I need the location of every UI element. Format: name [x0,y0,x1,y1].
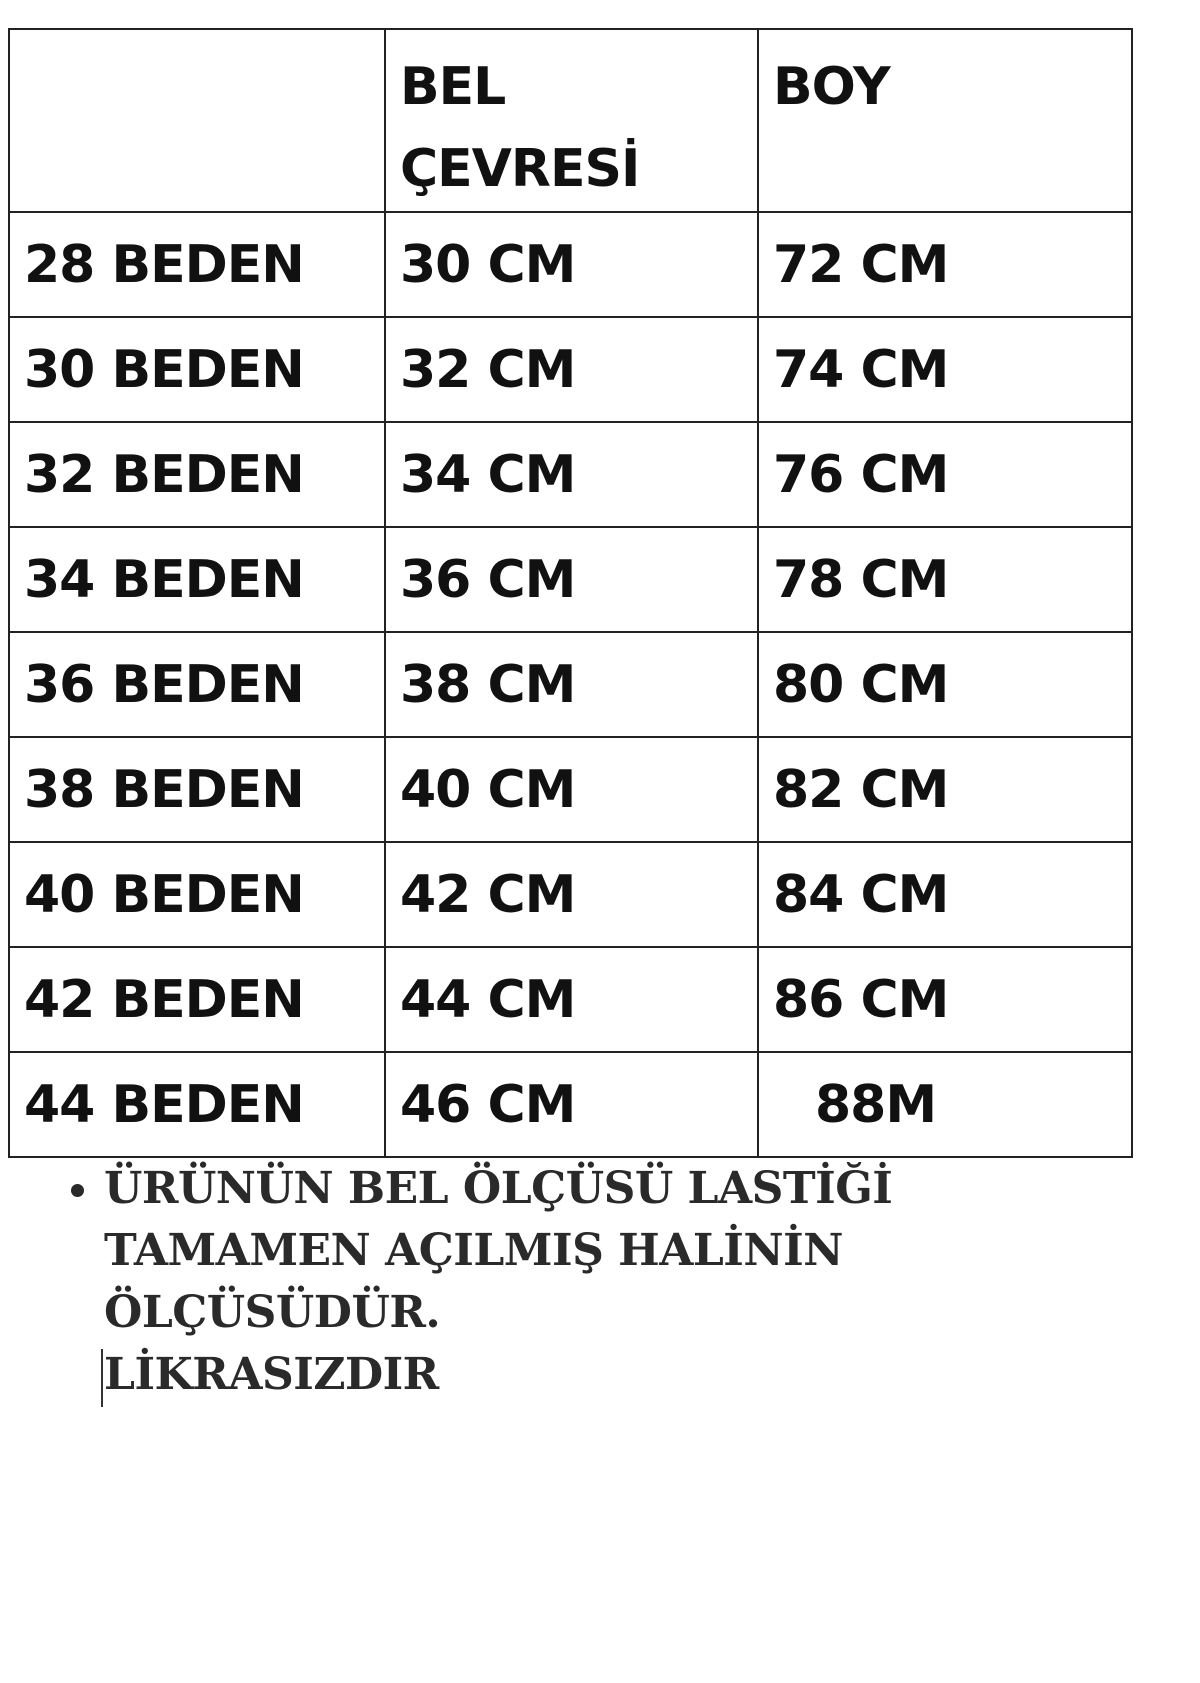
bel-cell: 30 CM [385,212,758,317]
table-row [9,317,1132,422]
boy-cell: 80 CM [758,632,1132,737]
size-cell: 44 BEDEN [9,1052,385,1157]
header-boy [758,29,1132,212]
header-bel-line-2: ÇEVRESİ [400,139,640,199]
header-bel-line-1: BEL [400,57,506,117]
table-row [9,737,1132,842]
size-cell: 42 BEDEN [9,947,385,1052]
boy-cell: 86 CM [758,947,1132,1052]
header-empty-cell [9,29,385,212]
boy-cell: 82 CM [758,737,1132,842]
table-row [9,527,1132,632]
boy-cell: 88M [758,1052,1132,1157]
boy-cell: 72 CM [758,212,1132,317]
bel-cell: 32 CM [385,317,758,422]
bel-cell: 44 CM [385,947,758,1052]
bel-cell: 38 CM [385,632,758,737]
size-chart-table [8,28,1133,1158]
text-cursor [101,1349,103,1407]
bel-cell: 42 CM [385,842,758,947]
boy-cell: 74 CM [758,317,1132,422]
boy-cell: 76 CM [758,422,1132,527]
table-row [9,947,1132,1052]
size-cell: 34 BEDEN [9,527,385,632]
note-extra-line[interactable] [104,1344,1004,1407]
size-cell: 38 BEDEN [9,737,385,842]
size-cell: 32 BEDEN [9,422,385,527]
table-row [9,632,1132,737]
note-line: ÖLÇÜSÜDÜR. [104,1287,441,1338]
size-cell: 30 BEDEN [9,317,385,422]
note-extra-text: LİKRASIZDIR [104,1349,439,1400]
header-bel-cevresi [385,29,758,212]
boy-cell: 84 CM [758,842,1132,947]
boy-cell: 78 CM [758,527,1132,632]
note-line: • ÜRÜNÜN BEL ÖLÇÜSÜ LASTİĞİ [104,1163,893,1214]
table-row [9,212,1132,317]
product-notes-list [50,1158,1004,1407]
note-line: TAMAMEN AÇILMIŞ HALİNİN [104,1225,843,1276]
table-row [9,422,1132,527]
size-cell: 40 BEDEN [9,842,385,947]
size-cell: 36 BEDEN [9,632,385,737]
table-header-row [9,29,1132,212]
bel-cell: 34 CM [385,422,758,527]
size-cell: 28 BEDEN [9,212,385,317]
header-boy-label: BOY [773,57,890,117]
bel-cell: 36 CM [385,527,758,632]
note-extra-item[interactable] [104,1344,1004,1407]
note-bullet-item [104,1158,1004,1344]
table-row [9,1052,1132,1157]
bel-cell: 40 CM [385,737,758,842]
table-row [9,842,1132,947]
bel-cell: 46 CM [385,1052,758,1157]
